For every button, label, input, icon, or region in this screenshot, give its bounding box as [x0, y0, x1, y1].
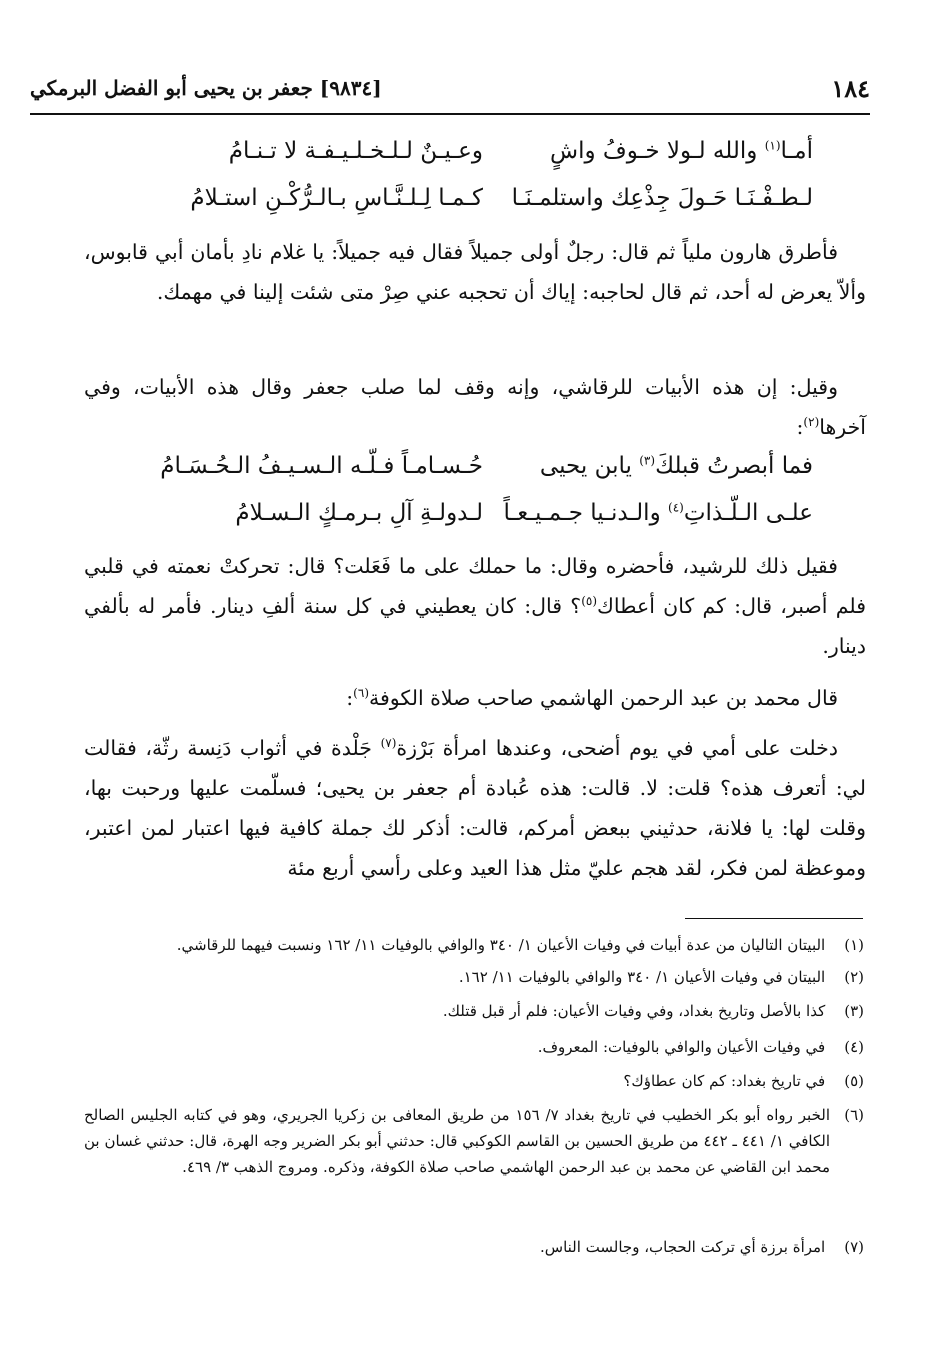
footnote — [84, 964, 864, 990]
footnote-number: (٢) — [844, 968, 864, 986]
paragraph: فأطرق هارون ملياً ثم قال: رجلٌ أولى جميلاً فقال فيه جميلاً: يا غلام نادِ بأمان أبي قابوس، وألاّ يعرض له أحد، ثم قال لحاجبه: إياك أن تحجبه عني صِرْ متى شئت إلينا في مهمك. — [84, 240, 866, 304]
paragraph: وقيل: إن هذه الأبيات للرقاشي، وإنه وقف لما صلب جعفر وقال هذه الأبيات، وفي آخرها$^{(٢)}$: — [84, 375, 866, 439]
verse-first-hemistich: فما أبصرتُ قبلكَ$^{(٣)}$ يابن يحيى — [539, 453, 813, 479]
footnote-number: (٥) — [844, 1072, 864, 1090]
footnote-text: في وفيات الأعيان والوافي بالوفيات: المعروف. — [537, 1038, 826, 1056]
verse-first-hemistich: لـطـفْـنَـا حَـولَ جِذْعِك واستلمـنَـا — [511, 185, 813, 211]
verse-line — [123, 185, 813, 229]
footnote-text: الخبر رواه أبو بكر الخطيب في تاريخ بغداد ٧/ ١٥٦ من طريق المعافى بن زكريا الجريري، وهو في كتابه الجليس الصالح الكافي ١/ ٤٤١ ـ ٤٤٢ من طريق الحسين بن القاسم الكوكبي قال: حدثني أبو بكر الضرير وجه الهرة، قال: حدثني غسان بن محمد ابن القاضي عن محمد بن عبد الرحمن الهاشمي صاحب صلاة الكوفة، وذكره. ومروج الذهب ٣/ ٤٦٩. — [84, 1106, 830, 1176]
verse-line — [123, 453, 813, 497]
header-rule — [30, 113, 870, 115]
paragraph: قال محمد بن عبد الرحمن الهاشمي صاحب صلاة الكوفة$^{(٦)}$: — [346, 686, 838, 710]
footnote-ref[interactable]: (٣) — [639, 453, 656, 468]
footnote — [84, 998, 864, 1024]
running-title: [٩٨٣٤] جعفر بن يحيى أبو الفضل البرمكي — [30, 76, 382, 100]
verse-second-hemistich: حُـسـامـاً فـلّـه الـسـيـفُ الـحُـسَـامُ — [160, 453, 483, 479]
footnote-text: البيتان في وفيات الأعيان ١/ ٣٤٠ والوافي بالوفيات ١١/ ١٦٢. — [458, 968, 826, 986]
footnote-text: كذا بالأصل وتاريخ بغداد، وفي وفيات الأعيان: فلم أر قبل قتلك. — [442, 1002, 826, 1020]
footnote-ref[interactable]: (١) — [764, 138, 781, 153]
verse-line — [123, 138, 813, 182]
footnote-text: امرأة برزة أي تركت الحجاب، وجالست الناس. — [540, 1238, 826, 1256]
verse-first-hemistich: علـى الـلّـذاتِ$^{(٤)}$ والـدنـيا جـمـيـعـاً — [503, 500, 813, 526]
footnote-number: (٣) — [844, 1002, 864, 1020]
footnote — [84, 932, 864, 958]
footnote — [84, 1234, 864, 1260]
footnote-number: (٧) — [844, 1238, 864, 1256]
footnote-ref[interactable]: (٦) — [353, 686, 369, 701]
footnote-ref[interactable]: (٥) — [581, 594, 598, 609]
footnote-text: البيتان التاليان من عدة أبيات في وفيات الأعيان ١/ ٣٤٠ والوافي بالوفيات ١١/ ١٦٢ ونسبت فيهما للرقاشي. — [176, 936, 826, 954]
footnote-separator — [685, 918, 863, 919]
verse-second-hemistich: وعـيـنٌ لـلـخـلـيـفـة لا تـنـامُ — [228, 138, 483, 164]
paragraph: دخلت على أمي في يوم أضحى، وعندها امرأة بَرْزة$^{(٧)}$ جَلْدة في أثواب دَنِسة رثّة، فقالت لي: أتعرف هذه؟ قلت: لا. قالت: هذه عُبادة أم جعفر بن يحيى؛ فسلّمت عليها ورحبت بها، وقلت لها: يا فلانة، حدثيني ببعض أمركم، قالت: أذكر لك جملة كافية فيها اعتبار لمن اعتبر، وموعظة لمن فكر، لقد هجم عليّ مثل هذا العيد وعلى رأسي أربع مئة — [84, 736, 866, 880]
footnote-number: (١) — [844, 936, 864, 954]
footnote-ref[interactable]: (٤) — [668, 500, 684, 515]
verse-second-hemistich: كـمـا لِـلـنَّـاسِ بـالـرُّكْـنِ استـلامُ — [190, 185, 483, 211]
verse-line — [123, 500, 813, 544]
footnote-ref[interactable]: (٧) — [380, 736, 397, 751]
footnote-ref[interactable]: (٢) — [803, 415, 820, 430]
page-header — [30, 74, 870, 106]
paragraph: فقيل ذلك للرشيد، فأحضره وقال: ما حملك على ما فَعَلت؟ قال: تحركتْ نعمته في قلبي فلم أصبر، قال: كم كان أعطاك$^{(٥)}$؟ قال: كان يعطيني في كل سنة ألفِ دينار. فأمر له بألفي دينار. — [84, 554, 866, 658]
verse-second-hemistich: لـدولـةِ آلِ بـرمـكٍ الـسـلامُ — [235, 500, 483, 526]
footnote — [84, 1068, 864, 1094]
footnote-number: (٦) — [844, 1106, 864, 1124]
footnote-text: في تاريخ بغداد: كم كان عطاؤك؟ — [623, 1072, 826, 1090]
footnote — [84, 1102, 864, 1180]
footnote-number: (٤) — [844, 1038, 864, 1056]
footnote — [84, 1034, 864, 1060]
page-number: ١٨٤ — [831, 74, 870, 103]
verse-first-hemistich: أمـا$^{(١)}$ والله لـولا خـوفُ واشٍ — [550, 138, 813, 164]
